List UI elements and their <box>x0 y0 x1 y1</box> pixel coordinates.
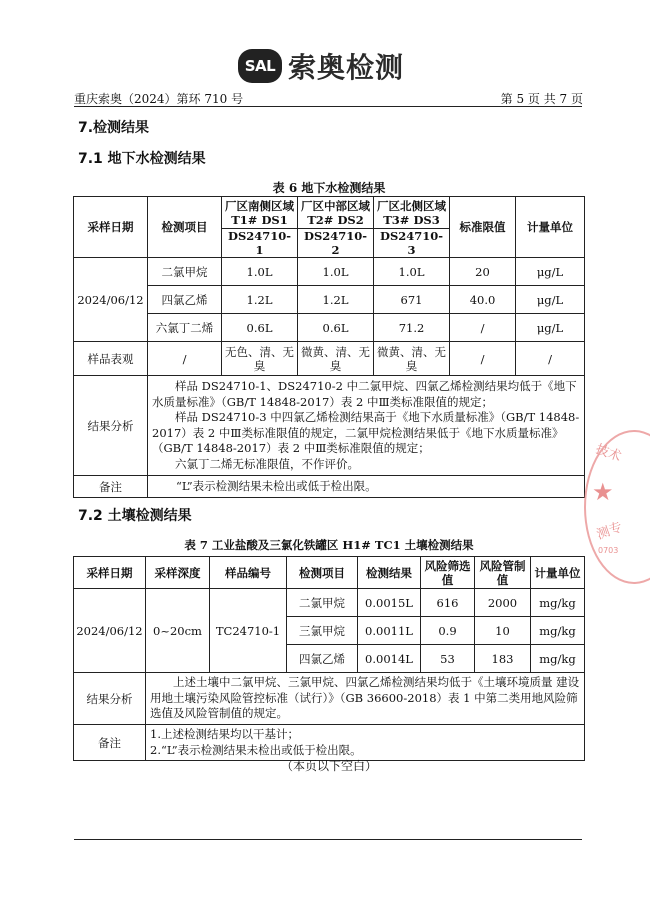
test-item: 四氯乙烯 <box>287 645 358 673</box>
appearance-item: / <box>148 342 222 376</box>
sample-id: TC24710-1 <box>210 589 287 673</box>
header-sample-id: 样品编号 <box>210 557 287 589</box>
header-divider <box>74 106 582 107</box>
analysis-text: 上述土壤中二氯甲烷、三氯甲烷、四氯乙烯检测结果均低于《土壤环境质量 建设用地土壤污染风险管控标准（试行）》（GB 36600-2018）表 1 中第二类用地风险筛选值及风险管制值的规定。 <box>146 673 585 725</box>
header-control-value: 风险管制值 <box>475 557 531 589</box>
screening-value: 53 <box>421 645 475 673</box>
test-item: 六氯丁二烯 <box>148 314 222 342</box>
seal-text: 技术 <box>593 441 624 465</box>
test-result: 0.0011L <box>358 617 421 645</box>
note-line: 2.“L”表示检测结果未检出或低于检出限。 <box>150 742 362 757</box>
sampling-date: 2024/06/12 <box>74 258 148 342</box>
header-unit: 计量单位 <box>531 557 585 589</box>
header-site-2: 厂区中部区域 T2# DS2 <box>298 197 374 229</box>
soil-table <box>73 556 585 761</box>
appearance-site-2: 微黄、清、无臭 <box>298 342 374 376</box>
unit: μg/L <box>516 258 585 286</box>
seal-star-icon: ★ <box>592 478 614 506</box>
company-logo <box>238 46 404 86</box>
sampling-date: 2024/06/12 <box>74 589 146 673</box>
test-item: 二氯甲烷 <box>148 258 222 286</box>
table-row <box>74 589 585 617</box>
appearance-label: 样品表观 <box>74 342 148 376</box>
footer-divider <box>74 839 582 840</box>
section-title-7-2: 7.2 土壤检测结果 <box>78 508 192 524</box>
header-sampling-date: 采样日期 <box>74 197 148 258</box>
value-site-2: 1.2L <box>298 286 374 314</box>
header-standard-limit: 标准限值 <box>450 197 516 258</box>
section-title-7-1: 7.1 地下水检测结果 <box>78 151 206 167</box>
page-info: 第 5 页 共 7 页 <box>500 92 583 106</box>
blank-page-note: （本页以下空白） <box>280 759 377 773</box>
table-row <box>74 258 585 286</box>
header-screening-value: 风险筛选值 <box>421 557 475 589</box>
analysis-row <box>74 376 585 476</box>
value-site-2: 1.0L <box>298 258 374 286</box>
analysis-paragraph: 六氯丁二烯无标准限值，不作评价。 <box>175 456 359 471</box>
appearance-row <box>74 342 585 376</box>
analysis-paragraph: 样品 DS24710-3 中四氯乙烯检测结果高于《地下水质量标准》（GB/T 14848-2017）表 2 中Ⅲ类标准限值的规定，二氯甲烷检测结果低于《地下水质量标准》（GB/T 14848-2017）表 2 中Ⅲ类标准限值的规定； <box>152 410 580 455</box>
header-site-3: 厂区北侧区域 T3# DS3 <box>374 197 450 229</box>
table7-caption: 表 7 工业盐酸及三氯化铁罐区 H1# TC1 土壤检测结果 <box>184 538 474 552</box>
appearance-site-1: 无色、清、无臭 <box>222 342 298 376</box>
note-text <box>146 725 585 761</box>
header-test-result: 检测结果 <box>358 557 421 589</box>
groundwater-table <box>73 196 585 498</box>
section-title-7: 7.检测结果 <box>78 120 150 136</box>
control-value: 2000 <box>475 589 531 617</box>
document-number: 重庆索奥（2024）第环 710 号 <box>74 92 244 106</box>
standard-limit: / <box>450 314 516 342</box>
analysis-paragraph: 样品 DS24710-1、DS24710-2 中二氯甲烷、四氯乙烯检测结果均低于《地下水质量标准》（GB/T 14848-2017）表 2 中Ⅲ类标准限值的规定； <box>152 379 577 409</box>
control-value: 10 <box>475 617 531 645</box>
analysis-text <box>148 376 585 476</box>
header-sampling-date: 采样日期 <box>74 557 146 589</box>
test-item: 二氯甲烷 <box>287 589 358 617</box>
seal-number: 0703 <box>598 546 619 555</box>
table6-caption: 表 6 地下水检测结果 <box>272 181 386 195</box>
screening-value: 616 <box>421 589 475 617</box>
value-site-2: 0.6L <box>298 314 374 342</box>
seal-text: 测专 <box>594 519 625 543</box>
screening-value: 0.9 <box>421 617 475 645</box>
note-line: 1.上述检测结果均以干基计； <box>150 727 299 741</box>
header-site-1: 厂区南侧区域 T1# DS1 <box>222 197 298 229</box>
sample-id-1: DS24710-1 <box>222 229 298 258</box>
header-unit: 计量单位 <box>516 197 585 258</box>
control-value: 183 <box>475 645 531 673</box>
test-result: 0.0015L <box>358 589 421 617</box>
logo-text: 索奥检测 <box>288 51 405 84</box>
sampling-depth: 0~20cm <box>146 589 210 673</box>
unit: μg/L <box>516 314 585 342</box>
table-row <box>74 286 585 314</box>
analysis-label: 结果分析 <box>74 673 146 725</box>
value-site-1: 1.0L <box>222 258 298 286</box>
test-result: 0.0014L <box>358 645 421 673</box>
table-row <box>74 314 585 342</box>
appearance-limit: / <box>450 342 516 376</box>
note-label: 备注 <box>74 725 146 761</box>
standard-limit: 40.0 <box>450 286 516 314</box>
sample-id-3: DS24710-3 <box>374 229 450 258</box>
note-row <box>74 476 585 498</box>
value-site-3: 71.2 <box>374 314 450 342</box>
official-seal-fragment <box>584 430 650 584</box>
unit: mg/kg <box>531 645 585 673</box>
header-test-item: 检测项目 <box>287 557 358 589</box>
analysis-label: 结果分析 <box>74 376 148 476</box>
analysis-row <box>74 673 585 725</box>
sample-id-2: DS24710-2 <box>298 229 374 258</box>
appearance-unit: / <box>516 342 585 376</box>
header-sampling-depth: 采样深度 <box>146 557 210 589</box>
note-row <box>74 725 585 761</box>
unit: mg/kg <box>531 617 585 645</box>
standard-limit: 20 <box>450 258 516 286</box>
header-test-item: 检测项目 <box>148 197 222 258</box>
note-label: 备注 <box>74 476 148 498</box>
value-site-3: 1.0L <box>374 258 450 286</box>
unit: mg/kg <box>531 589 585 617</box>
value-site-1: 1.2L <box>222 286 298 314</box>
logo-badge: SAL <box>238 49 282 83</box>
value-site-3: 671 <box>374 286 450 314</box>
note-text: “L”表示检测结果未检出或低于检出限。 <box>148 476 585 498</box>
appearance-site-3: 微黄、清、无臭 <box>374 342 450 376</box>
test-item: 三氯甲烷 <box>287 617 358 645</box>
test-item: 四氯乙烯 <box>148 286 222 314</box>
unit: μg/L <box>516 286 585 314</box>
value-site-1: 0.6L <box>222 314 298 342</box>
